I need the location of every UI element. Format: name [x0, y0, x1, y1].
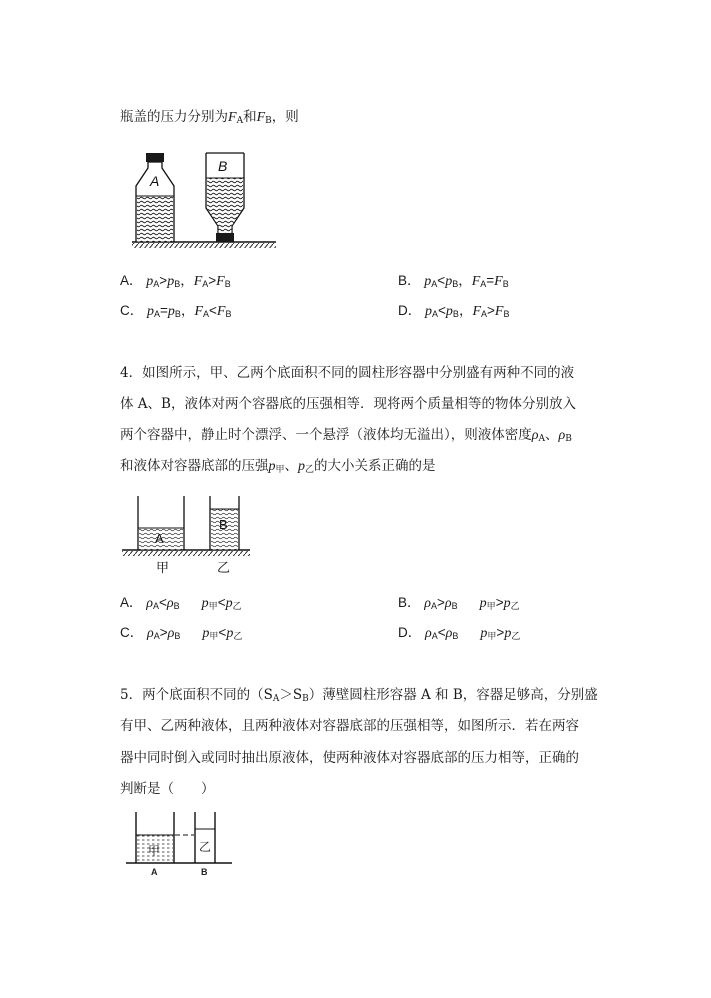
q3-option-b[interactable]: B． $p_A<p_B$，$F_A=F_B$: [398, 273, 509, 289]
bottle-b-cap: [216, 233, 234, 242]
q5-line-3: 器中同时倒入或同时抽出原液体，使两种液体对容器底部的压力相等，正确的: [120, 750, 579, 766]
liquid-b-label: B: [219, 517, 228, 532]
q4-option-d[interactable]: D． $\rho_A<\rho_B$ $p_甲>p_乙$: [398, 625, 521, 641]
q4-option-c[interactable]: C． $\rho_A>\rho_B$ $p_甲<p_乙$: [120, 625, 243, 641]
q4-line-1: 4．如图所示，甲、乙两个底面积不同的圆柱形容器中分别盛有两种不同的液: [120, 365, 575, 381]
q4-option-b[interactable]: B． $\rho_A>\rho_B$ $p_甲>p_乙$: [398, 595, 520, 611]
liquid-yi-label: 乙: [199, 840, 212, 854]
q4-line-4: 和液体对容器底部的压强$p_甲$、$p_乙$的大小关系正确的是: [120, 458, 436, 475]
liquid-jia-label: 甲: [148, 844, 161, 858]
q3-option-a[interactable]: A． $p_A>p_B$，$F_A>F_B$: [120, 273, 231, 289]
bottle-b-liquid: [207, 178, 243, 233]
bottle-a-cap: [146, 153, 164, 162]
q3-option-c[interactable]: C． $p_A=p_B$，$F_A<F_B$: [120, 303, 232, 319]
caption-jia: 甲: [156, 560, 170, 575]
q4-line-2: 体 A、B，液体对两个容器底的压强相等．现将两个质量相等的物体分别放入: [120, 396, 576, 412]
q5-line-4: 判断是（ ）: [120, 781, 215, 797]
bottle-a-label: A: [150, 173, 160, 189]
q4-line-3: 两个容器中，静止时个漂浮、一个悬浮（液体均无溢出），则液体密度$\rho_A$、$\rho_B$: [120, 427, 572, 444]
q5-line-1: 5．两个底面积不同的$(S_A>S_B)$薄壁圆柱形容器 A 和 B，容器足够高，分别盛: [120, 687, 598, 704]
caption-a: A: [151, 867, 158, 877]
q3-intro-line: 瓶盖的压力分别为$F_A$和$F_B$，则: [120, 109, 299, 126]
q3-option-d[interactable]: D． $p_A<p_B$，$F_A>F_B$: [398, 303, 510, 319]
q4-containers-figure: [120, 488, 255, 578]
q3-bottles-figure: [128, 148, 280, 250]
q5-containers-figure: [122, 810, 234, 878]
caption-b: B: [201, 867, 208, 877]
q4-option-a[interactable]: A． $\rho_A<\rho_B$ $p_甲<p_乙$: [120, 595, 242, 611]
bottle-b-label: B: [218, 158, 228, 174]
q5-line-2: 有甲、乙两种液体，且两种液体对容器底部的压强相等，如图所示．若在两容: [120, 718, 579, 734]
bottle-a-liquid: [137, 196, 173, 242]
caption-yi: 乙: [217, 560, 231, 575]
liquid-a-label: A: [155, 531, 164, 546]
